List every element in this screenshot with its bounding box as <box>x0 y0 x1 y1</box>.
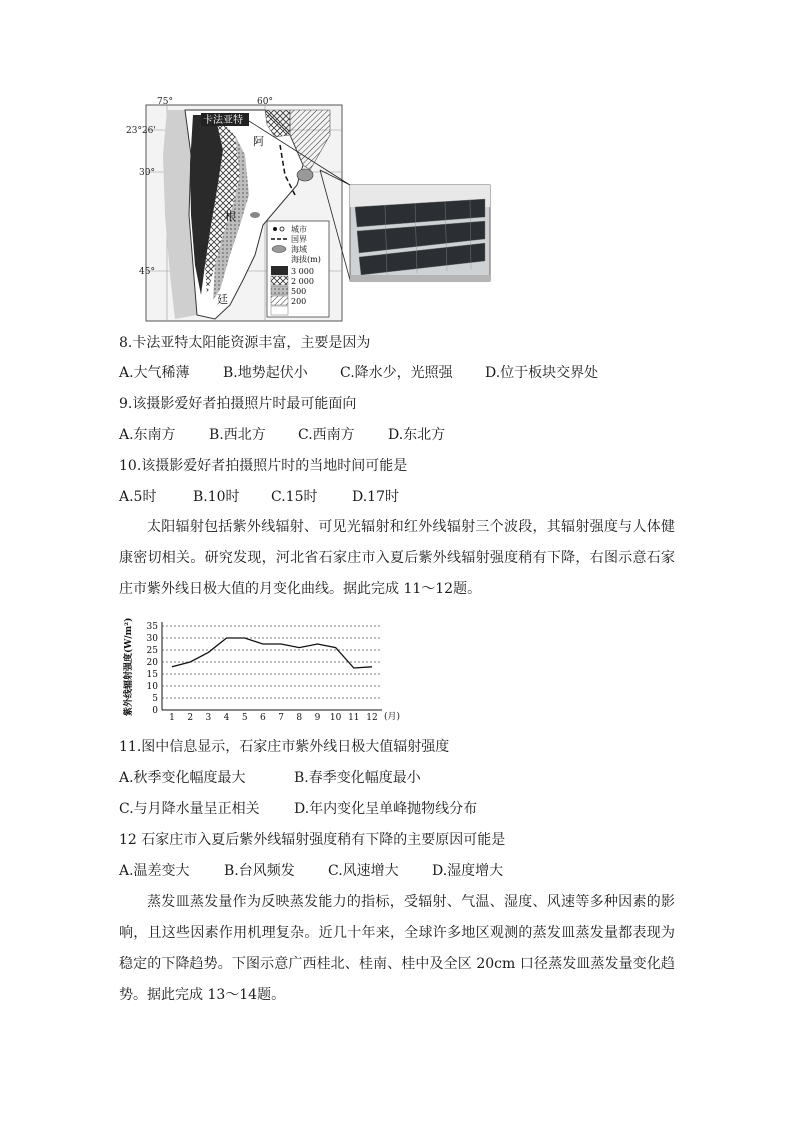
q8-option-d[interactable]: D.位于板块交界处 <box>485 365 599 381</box>
legend-border: 国界 <box>291 235 307 244</box>
lon-label-75: 75° <box>157 97 173 107</box>
chart-xtick-label: 1 <box>169 713 175 723</box>
q8-option-a[interactable]: A.大气稀薄 <box>119 365 190 381</box>
chart-ytick-label: 5 <box>152 694 158 704</box>
chart-ytick-label: 20 <box>146 658 158 668</box>
uv-series-line <box>172 638 372 668</box>
passage-uv-radiation: 太阳辐射包括紫外线辐射、可见光辐射和红外线辐射三个波段，其辐射强度与人体健康密切相关。研究发现，河北省石家庄市入夏后紫外线辐射强度稍有下降，右图示意石家庄市紫外线日极大值的月变化曲线。据此完成 11～12题。 <box>119 519 675 597</box>
question-11-options-row1 <box>119 768 421 788</box>
q11-option-b[interactable]: B.春季变化幅度最小 <box>294 770 421 786</box>
legend-sea: 海域 <box>291 245 307 254</box>
q9-option-b[interactable]: B.西北方 <box>209 427 266 443</box>
question-9-options <box>119 425 445 445</box>
question-12-options <box>119 861 503 881</box>
chart-xtick-label: 10 <box>329 713 342 723</box>
chart-ytick-label: 0 <box>152 706 158 716</box>
question-8: 8.卡法亚特太阳能资源丰富，主要是因为 <box>119 335 371 351</box>
map-figure <box>126 95 495 323</box>
chart-xtick-label: 3 <box>205 713 212 723</box>
q9-option-d[interactable]: D.东北方 <box>388 427 446 443</box>
map-legend <box>267 221 329 317</box>
lat-label-30: 30° <box>139 168 155 178</box>
chart-ytick-label: 15 <box>146 670 158 680</box>
question-10-options <box>119 487 399 507</box>
q8-option-c[interactable]: C.降水少，光照强 <box>340 365 453 381</box>
chart-xtick-label: 5 <box>241 713 248 723</box>
question-8-options <box>119 363 598 383</box>
chart-xtick-label: 2 <box>187 713 194 723</box>
chart-xtick-label: 8 <box>296 713 303 723</box>
chart-xtick-label: 11 <box>348 713 360 723</box>
chart-ytick-label: 30 <box>146 634 158 644</box>
chart-xtick-label: 9 <box>314 713 321 723</box>
solar-panel-photo <box>350 185 490 281</box>
lon-label-60: 60° <box>257 97 273 107</box>
q10-option-b[interactable]: B.10时 <box>193 489 240 505</box>
chart-xtick-label: 6 <box>260 713 266 723</box>
question-9: 9.该摄影爱好者拍摄照片时最可能面向 <box>119 396 357 412</box>
q12-option-a[interactable]: A.温差变大 <box>119 863 190 879</box>
q10-option-c[interactable]: C.15时 <box>271 489 318 505</box>
chart-ytick-label: 35 <box>146 622 158 632</box>
gen-label: 根 <box>225 210 236 223</box>
legend-elev-title: 海拔(m) <box>291 255 321 264</box>
argentina-map <box>126 95 495 323</box>
kafayate-label: 卡法亚特 <box>203 115 243 126</box>
question-10: 10.该摄影爱好者拍摄照片时的当地时间可能是 <box>119 458 408 474</box>
chart-xtick-label: 4 <box>223 713 230 723</box>
q11-option-d[interactable]: D.年内变化呈单峰抛物线分布 <box>294 801 478 817</box>
lat-label-45: 45° <box>139 267 155 277</box>
lat-label-23: 23°26' <box>126 126 156 136</box>
chart-x-unit: (月) <box>384 712 401 722</box>
uv-chart-svg <box>117 612 417 724</box>
question-11-options-row2 <box>119 799 477 819</box>
chart-ylabel: 紫外线辐射强度(W/m²) <box>124 617 134 716</box>
q8-option-b[interactable]: B.地势起伏小 <box>223 365 308 381</box>
question-11: 11.图中信息显示，石家庄市紫外线日极大值辐射强度 <box>119 739 450 755</box>
q9-option-c[interactable]: C.西南方 <box>298 427 355 443</box>
legend-elev-200: 200 <box>291 297 307 306</box>
chart-xtick-label: 12 <box>366 713 378 723</box>
legend-elev-500: 500 <box>291 287 307 296</box>
q9-option-a[interactable]: A.东南方 <box>119 427 176 443</box>
chart-xtick-label: 7 <box>278 713 284 723</box>
chart-ytick-label: 10 <box>146 682 158 692</box>
q11-option-a[interactable]: A.秋季变化幅度最大 <box>119 770 246 786</box>
legend-city: 城市 <box>291 225 307 234</box>
passage-evaporation: 蒸发皿蒸发量作为反映蒸发能力的指标，受辐射、气温、湿度、风速等多种因素的影响，且这些因素作用机理复杂。近几十年来，全球许多地区观测的蒸发皿蒸发量都表现为稳定的下降趋势。下图示意广西桂北、桂南、桂中及全区 20cm 口径蒸发皿蒸发量变化趋势。据此完成 13～14题。 <box>119 894 675 1003</box>
uv-chart <box>117 612 417 724</box>
q12-option-b[interactable]: B.台风频发 <box>224 863 295 879</box>
legend-elev-3000: 3 000 <box>291 267 314 276</box>
q12-option-d[interactable]: D.湿度增大 <box>432 863 504 879</box>
q10-option-d[interactable]: D.17时 <box>352 489 399 505</box>
ting-label: 廷 <box>217 293 228 306</box>
question-12: 12 石家庄市入夏后紫外线辐射强度稍有下降的主要原因可能是 <box>119 832 506 848</box>
q11-option-c[interactable]: C.与月降水量呈正相关 <box>119 801 260 817</box>
q12-option-c[interactable]: C.风速增大 <box>328 863 399 879</box>
chart-ytick-label: 25 <box>146 646 158 656</box>
q10-option-a[interactable]: A.5时 <box>119 489 157 505</box>
a-label: 阿 <box>253 135 264 148</box>
legend-elev-2000: 2 000 <box>291 277 314 286</box>
